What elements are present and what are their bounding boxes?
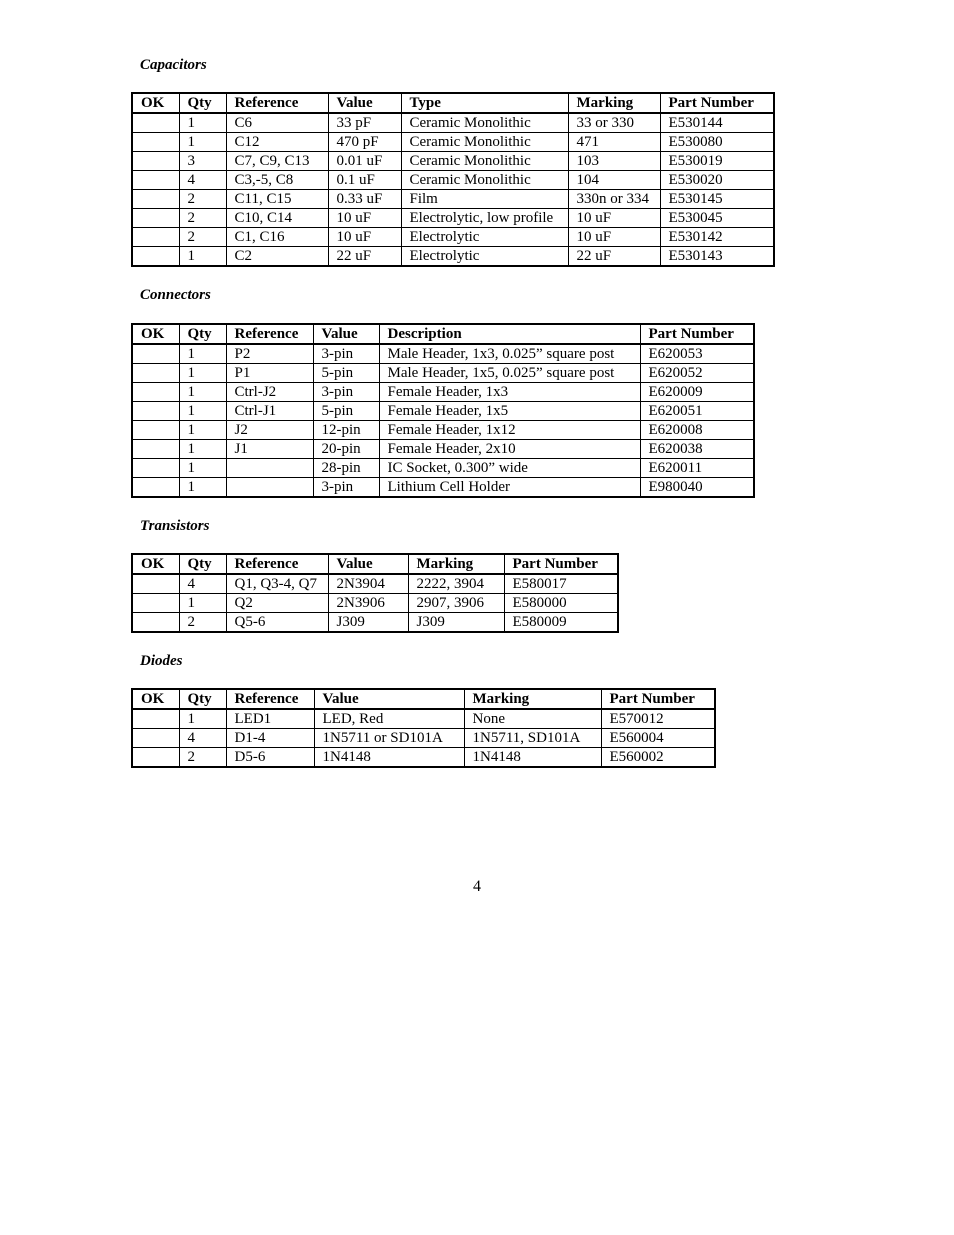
table-cell: 2907, 3906 <box>408 594 504 613</box>
table-cell: E620052 <box>640 364 754 383</box>
table-header-row <box>132 689 715 709</box>
table-row <box>132 574 618 594</box>
table-cell: 104 <box>568 171 660 190</box>
table-cell: E620038 <box>640 440 754 459</box>
table-cell: 2222, 3904 <box>408 574 504 594</box>
table-cell: 4 <box>179 574 226 594</box>
table-row <box>132 402 754 421</box>
table-cell: C6 <box>226 113 328 133</box>
table-cell: Q1, Q3-4, Q7 <box>226 574 328 594</box>
column-header: Marking <box>464 689 601 709</box>
table-row <box>132 709 715 729</box>
table-cell: None <box>464 709 601 729</box>
column-header: Qty <box>179 689 226 709</box>
page-number: 4 <box>473 878 481 895</box>
table-cell: Film <box>401 190 568 209</box>
table-cell: E570012 <box>601 709 715 729</box>
table-cell <box>226 459 313 478</box>
column-header: Reference <box>226 689 314 709</box>
table-cell: 5-pin <box>313 402 379 421</box>
table-row <box>132 364 754 383</box>
column-header: Reference <box>226 324 313 344</box>
table-cell: E560004 <box>601 729 715 748</box>
table-cell: 471 <box>568 133 660 152</box>
table-cell: 33 or 330 <box>568 113 660 133</box>
table-row <box>132 152 774 171</box>
table-cell: E620008 <box>640 421 754 440</box>
ok-checkbox-cell[interactable] <box>132 421 179 440</box>
table-cell: 1 <box>179 247 226 267</box>
table-cell: Female Header, 1x12 <box>379 421 640 440</box>
capacitors-table <box>131 92 775 267</box>
ok-checkbox-cell[interactable] <box>132 209 179 228</box>
table-cell: 0.33 uF <box>328 190 401 209</box>
ok-checkbox-cell[interactable] <box>132 478 179 498</box>
table-cell: 1N4148 <box>314 748 464 768</box>
table-cell: Ctrl-J2 <box>226 383 313 402</box>
transistors-table <box>131 553 619 633</box>
table-row <box>132 729 715 748</box>
column-header: Part Number <box>640 324 754 344</box>
table-cell: 2 <box>179 190 226 209</box>
column-header: Part Number <box>504 554 618 574</box>
column-header: Value <box>328 93 401 113</box>
ok-checkbox-cell[interactable] <box>132 247 179 267</box>
table-cell: D1-4 <box>226 729 314 748</box>
table-cell: E530080 <box>660 133 774 152</box>
column-header: Reference <box>226 93 328 113</box>
table-cell: 1N4148 <box>464 748 601 768</box>
table-cell: C2 <box>226 247 328 267</box>
column-header: Marking <box>568 93 660 113</box>
ok-checkbox-cell[interactable] <box>132 402 179 421</box>
table-header-row <box>132 554 618 574</box>
table-cell: J309 <box>328 613 408 633</box>
table-cell: C7, C9, C13 <box>226 152 328 171</box>
table-cell: 1 <box>179 364 226 383</box>
table-cell: 20-pin <box>313 440 379 459</box>
table-cell: P1 <box>226 364 313 383</box>
table-cell: Lithium Cell Holder <box>379 478 640 498</box>
table-cell: J2 <box>226 421 313 440</box>
section-title-transistors: Transistors <box>140 518 210 534</box>
column-header: Value <box>313 324 379 344</box>
ok-checkbox-cell[interactable] <box>132 613 179 633</box>
ok-checkbox-cell[interactable] <box>132 228 179 247</box>
column-header: Marking <box>408 554 504 574</box>
table-header-row <box>132 93 774 113</box>
table-cell: 1 <box>179 594 226 613</box>
ok-checkbox-cell[interactable] <box>132 748 179 768</box>
table-cell: E620051 <box>640 402 754 421</box>
table-row <box>132 613 618 633</box>
ok-checkbox-cell[interactable] <box>132 171 179 190</box>
table-row <box>132 459 754 478</box>
table-cell: LED, Red <box>314 709 464 729</box>
table-cell: E530143 <box>660 247 774 267</box>
table-cell: 0.01 uF <box>328 152 401 171</box>
table-cell: Ceramic Monolithic <box>401 133 568 152</box>
table-row <box>132 594 618 613</box>
ok-checkbox-cell[interactable] <box>132 133 179 152</box>
table-cell: Q2 <box>226 594 328 613</box>
column-header: OK <box>132 324 179 344</box>
column-header: Reference <box>226 554 328 574</box>
table-cell: 1 <box>179 344 226 364</box>
section-title-diodes: Diodes <box>140 653 183 669</box>
table-cell: E560002 <box>601 748 715 768</box>
table-cell: J309 <box>408 613 504 633</box>
table-cell: 1N5711, SD101A <box>464 729 601 748</box>
column-header: OK <box>132 554 179 574</box>
table-cell: 10 uF <box>568 228 660 247</box>
section-title-capacitors: Capacitors <box>140 57 207 73</box>
section-title-connectors: Connectors <box>140 287 211 303</box>
table-cell: 3-pin <box>313 383 379 402</box>
table-cell: E620053 <box>640 344 754 364</box>
table-cell: E580000 <box>504 594 618 613</box>
table-cell: E530020 <box>660 171 774 190</box>
table-cell: 0.1 uF <box>328 171 401 190</box>
table-cell: D5-6 <box>226 748 314 768</box>
table-cell: 33 pF <box>328 113 401 133</box>
table-cell: Female Header, 1x3 <box>379 383 640 402</box>
table-cell: 103 <box>568 152 660 171</box>
table-cell: 330n or 334 <box>568 190 660 209</box>
table-cell: 5-pin <box>313 364 379 383</box>
ok-checkbox-cell[interactable] <box>132 113 179 133</box>
table-cell: 1 <box>179 113 226 133</box>
table-header-row <box>132 324 754 344</box>
table-cell <box>226 478 313 498</box>
column-header: Qty <box>179 93 226 113</box>
table-row <box>132 171 774 190</box>
table-row <box>132 133 774 152</box>
column-header: Qty <box>179 324 226 344</box>
table-cell: 1 <box>179 421 226 440</box>
column-header: OK <box>132 93 179 113</box>
table-cell: 1 <box>179 133 226 152</box>
table-row <box>132 421 754 440</box>
table-cell: 4 <box>179 729 226 748</box>
table-cell: 12-pin <box>313 421 379 440</box>
table-cell: Ceramic Monolithic <box>401 113 568 133</box>
table-cell: 4 <box>179 171 226 190</box>
ok-checkbox-cell[interactable] <box>132 190 179 209</box>
table-cell: 1 <box>179 383 226 402</box>
table-row <box>132 383 754 402</box>
table-cell: E530145 <box>660 190 774 209</box>
table-row <box>132 344 754 364</box>
table-cell: 1 <box>179 402 226 421</box>
table-cell: 10 uF <box>328 228 401 247</box>
ok-checkbox-cell[interactable] <box>132 440 179 459</box>
table-cell: E530045 <box>660 209 774 228</box>
table-cell: 3-pin <box>313 478 379 498</box>
table-cell: E580017 <box>504 574 618 594</box>
table-cell: 2 <box>179 228 226 247</box>
table-row <box>132 247 774 267</box>
table-cell: Electrolytic <box>401 247 568 267</box>
table-cell: LED1 <box>226 709 314 729</box>
table-cell: C1, C16 <box>226 228 328 247</box>
ok-checkbox-cell[interactable] <box>132 594 179 613</box>
table-row <box>132 113 774 133</box>
connectors-table <box>131 323 755 498</box>
column-header: Type <box>401 93 568 113</box>
table-cell: 2 <box>179 209 226 228</box>
table-row <box>132 209 774 228</box>
table-cell: 1N5711 or SD101A <box>314 729 464 748</box>
table-cell: P2 <box>226 344 313 364</box>
table-cell: 3 <box>179 152 226 171</box>
table-row <box>132 748 715 768</box>
table-cell: IC Socket, 0.300” wide <box>379 459 640 478</box>
table-cell: 2 <box>179 748 226 768</box>
table-cell: 10 uF <box>328 209 401 228</box>
ok-checkbox-cell[interactable] <box>132 574 179 594</box>
table-cell: E620009 <box>640 383 754 402</box>
table-cell: Ceramic Monolithic <box>401 152 568 171</box>
table-cell: 22 uF <box>328 247 401 267</box>
table-cell: E980040 <box>640 478 754 498</box>
ok-checkbox-cell[interactable] <box>132 459 179 478</box>
table-cell: E530144 <box>660 113 774 133</box>
table-row <box>132 440 754 459</box>
table-cell: C3,-5, C8 <box>226 171 328 190</box>
table-row <box>132 190 774 209</box>
table-row <box>132 228 774 247</box>
table-cell: 1 <box>179 440 226 459</box>
table-cell: Ceramic Monolithic <box>401 171 568 190</box>
table-cell: Electrolytic, low profile <box>401 209 568 228</box>
table-cell: E530142 <box>660 228 774 247</box>
table-cell: 22 uF <box>568 247 660 267</box>
table-cell: 2N3904 <box>328 574 408 594</box>
table-cell: 2N3906 <box>328 594 408 613</box>
column-header: Qty <box>179 554 226 574</box>
table-cell: Female Header, 2x10 <box>379 440 640 459</box>
table-cell: 470 pF <box>328 133 401 152</box>
table-cell: 1 <box>179 709 226 729</box>
table-cell: C11, C15 <box>226 190 328 209</box>
ok-checkbox-cell[interactable] <box>132 729 179 748</box>
ok-checkbox-cell[interactable] <box>132 344 179 364</box>
table-cell: E530019 <box>660 152 774 171</box>
table-cell: J1 <box>226 440 313 459</box>
diodes-table <box>131 688 716 768</box>
table-cell: C12 <box>226 133 328 152</box>
table-cell: Q5-6 <box>226 613 328 633</box>
column-header: Value <box>328 554 408 574</box>
table-cell: E620011 <box>640 459 754 478</box>
table-cell: E580009 <box>504 613 618 633</box>
ok-checkbox-cell[interactable] <box>132 383 179 402</box>
table-cell: Female Header, 1x5 <box>379 402 640 421</box>
table-cell: 1 <box>179 459 226 478</box>
table-cell: Electrolytic <box>401 228 568 247</box>
table-cell: 2 <box>179 613 226 633</box>
table-cell: Male Header, 1x3, 0.025” square post <box>379 344 640 364</box>
column-header: Description <box>379 324 640 344</box>
table-cell: C10, C14 <box>226 209 328 228</box>
table-cell: 3-pin <box>313 344 379 364</box>
column-header: Part Number <box>601 689 715 709</box>
ok-checkbox-cell[interactable] <box>132 709 179 729</box>
column-header: Part Number <box>660 93 774 113</box>
column-header: Value <box>314 689 464 709</box>
ok-checkbox-cell[interactable] <box>132 152 179 171</box>
ok-checkbox-cell[interactable] <box>132 364 179 383</box>
table-cell: 1 <box>179 478 226 498</box>
table-cell: Ctrl-J1 <box>226 402 313 421</box>
table-cell: 28-pin <box>313 459 379 478</box>
table-cell: 10 uF <box>568 209 660 228</box>
table-cell: Male Header, 1x5, 0.025” square post <box>379 364 640 383</box>
table-row <box>132 478 754 498</box>
column-header: OK <box>132 689 179 709</box>
